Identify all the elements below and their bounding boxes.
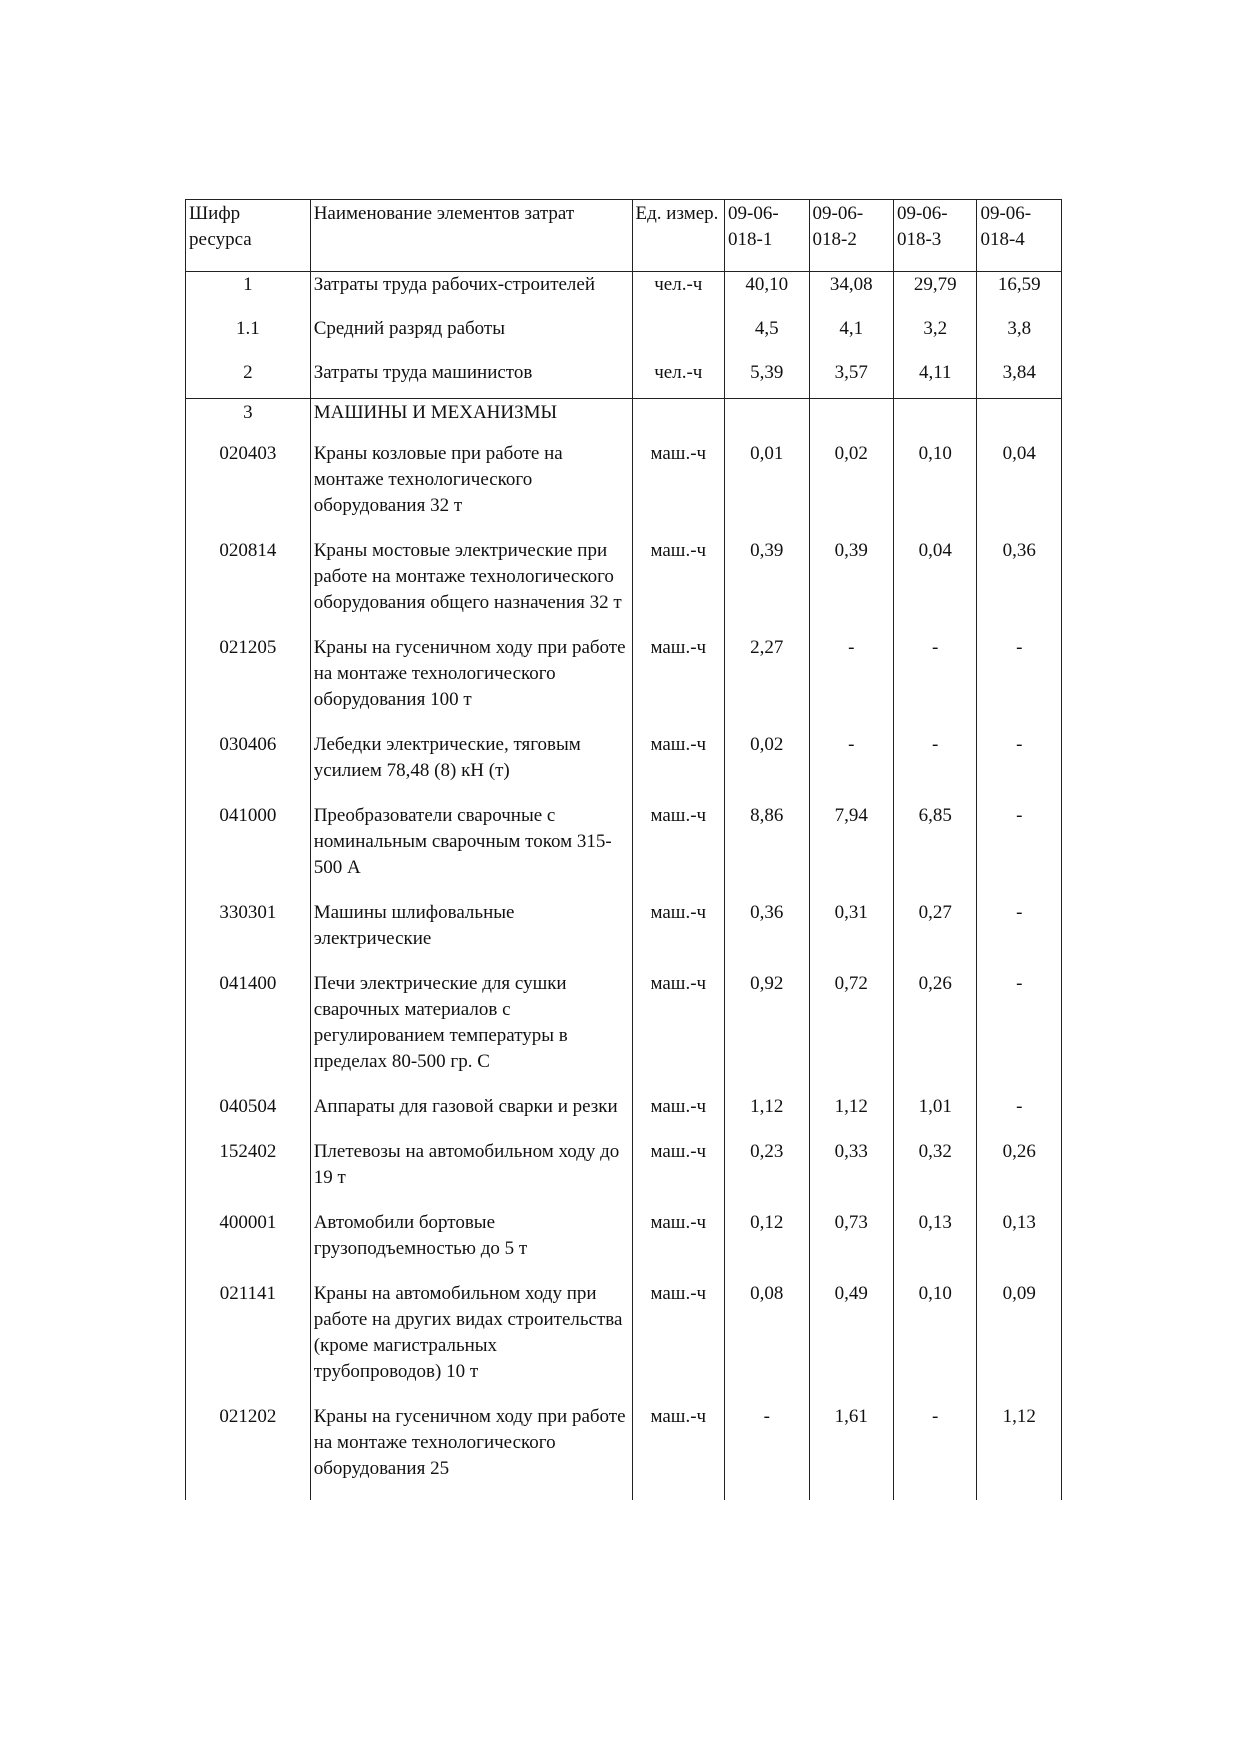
row-code: 021202	[186, 1403, 311, 1500]
row-name: Аппараты для газовой сварки и резки	[310, 1093, 632, 1138]
row-value-1: 1,12	[725, 1093, 809, 1138]
table-row	[186, 1280, 1062, 1403]
row-name: Краны мостовые электрические при работе на монтаже технологического оборудования общего назначения 32 т	[310, 537, 632, 634]
row-value-4: -	[977, 802, 1062, 899]
row-value-2: 0,73	[809, 1209, 893, 1280]
row-value-3: -	[893, 731, 976, 802]
row-name: Краны козловые при работе на монтаже технологического оборудования 32 т	[310, 440, 632, 537]
row-name: Затраты труда рабочих-строителей	[310, 272, 632, 316]
header-col-4: 09-06-018-4	[977, 200, 1062, 272]
row-value-1: 0,01	[725, 440, 809, 537]
row-value-4: 16,59	[977, 272, 1062, 316]
row-name: Средний разряд работы	[310, 315, 632, 359]
section-title: МАШИНЫ И МЕХАНИЗМЫ	[310, 399, 632, 441]
table-row	[186, 315, 1062, 359]
row-value-2: 0,33	[809, 1138, 893, 1209]
row-value-1: -	[725, 1403, 809, 1500]
row-unit: маш.-ч	[632, 537, 725, 634]
row-value-1: 0,02	[725, 731, 809, 802]
row-name: Машины шлифовальные электрические	[310, 899, 632, 970]
row-value-4: -	[977, 1093, 1062, 1138]
row-value-4: 0,13	[977, 1209, 1062, 1280]
row-value-3: -	[893, 634, 976, 731]
row-value-2: 0,72	[809, 970, 893, 1093]
row-value-2: 1,61	[809, 1403, 893, 1500]
row-code: 041000	[186, 802, 311, 899]
table-row	[186, 1093, 1062, 1138]
header-name: Наименование элементов затрат	[310, 200, 632, 272]
machines-block	[186, 399, 1062, 1501]
row-code: 1.1	[186, 315, 311, 359]
row-value-1: 5,39	[725, 359, 809, 399]
row-unit: маш.-ч	[632, 1093, 725, 1138]
row-value-1: 0,36	[725, 899, 809, 970]
row-unit: чел.-ч	[632, 272, 725, 316]
row-code: 400001	[186, 1209, 311, 1280]
table-row	[186, 970, 1062, 1093]
row-name: Автомобили бортовые грузоподъемностью до 5 т	[310, 1209, 632, 1280]
row-value-1: 4,5	[725, 315, 809, 359]
row-value-1: 2,27	[725, 634, 809, 731]
row-value-3: 3,2	[893, 315, 976, 359]
row-value-3: 0,04	[893, 537, 976, 634]
table-row	[186, 731, 1062, 802]
row-value-1: 0,39	[725, 537, 809, 634]
table-row	[186, 899, 1062, 970]
table-row	[186, 440, 1062, 537]
row-value-2: 34,08	[809, 272, 893, 316]
row-value-3: 0,26	[893, 970, 976, 1093]
row-code: 020814	[186, 537, 311, 634]
row-value-4: -	[977, 634, 1062, 731]
row-value-2: 0,31	[809, 899, 893, 970]
row-value-4: -	[977, 970, 1062, 1093]
table-row	[186, 634, 1062, 731]
row-code: 152402	[186, 1138, 311, 1209]
header-unit: Ед. измер.	[632, 200, 725, 272]
row-name: Краны на гусеничном ходу при работе на монтаже технологического оборудования 25	[310, 1403, 632, 1500]
row-unit: маш.-ч	[632, 970, 725, 1093]
row-code: 021141	[186, 1280, 311, 1403]
row-value-4: 0,26	[977, 1138, 1062, 1209]
row-name: Плетевозы на автомобильном ходу до 19 т	[310, 1138, 632, 1209]
row-value-1: 0,08	[725, 1280, 809, 1403]
row-unit: чел.-ч	[632, 359, 725, 399]
row-unit: маш.-ч	[632, 899, 725, 970]
table-row	[186, 802, 1062, 899]
row-code: 330301	[186, 899, 311, 970]
row-code: 040504	[186, 1093, 311, 1138]
row-value-4: 3,84	[977, 359, 1062, 399]
table-row	[186, 1403, 1062, 1500]
row-unit: маш.-ч	[632, 1138, 725, 1209]
row-value-3: 4,11	[893, 359, 976, 399]
row-unit: маш.-ч	[632, 440, 725, 537]
table-header	[186, 200, 1062, 272]
row-value-1: 0,23	[725, 1138, 809, 1209]
row-value-2: 1,12	[809, 1093, 893, 1138]
row-value-4: 1,12	[977, 1403, 1062, 1500]
row-unit	[632, 315, 725, 359]
row-value-1: 0,12	[725, 1209, 809, 1280]
table-row	[186, 359, 1062, 399]
row-value-1: 40,10	[725, 272, 809, 316]
row-unit: маш.-ч	[632, 1280, 725, 1403]
row-value-4: -	[977, 899, 1062, 970]
row-value-3: 1,01	[893, 1093, 976, 1138]
table-row	[186, 1138, 1062, 1209]
row-value-3: 0,32	[893, 1138, 976, 1209]
row-value-2: 4,1	[809, 315, 893, 359]
row-name: Затраты труда машинистов	[310, 359, 632, 399]
row-name: Краны на гусеничном ходу при работе на монтаже технологического оборудования 100 т	[310, 634, 632, 731]
header-row	[186, 200, 1062, 272]
row-value-4: 0,36	[977, 537, 1062, 634]
row-name: Краны на автомобильном ходу при работе на других видах строительства (кроме магистральных трубопроводов) 10 т	[310, 1280, 632, 1403]
header-code: Шифр ресурса	[186, 200, 311, 272]
row-value-3: 0,10	[893, 1280, 976, 1403]
section-code: 3	[186, 399, 311, 441]
row-name: Лебедки электрические, тяговым усилием 78,48 (8) кН (т)	[310, 731, 632, 802]
row-value-2: 0,02	[809, 440, 893, 537]
row-value-2: -	[809, 634, 893, 731]
row-value-3: -	[893, 1403, 976, 1500]
row-value-1: 8,86	[725, 802, 809, 899]
row-code: 041400	[186, 970, 311, 1093]
row-unit: маш.-ч	[632, 1403, 725, 1500]
row-value-4: 0,09	[977, 1280, 1062, 1403]
row-value-2: -	[809, 731, 893, 802]
row-value-2: 3,57	[809, 359, 893, 399]
row-code: 030406	[186, 731, 311, 802]
row-value-4: -	[977, 731, 1062, 802]
row-value-4: 0,04	[977, 440, 1062, 537]
table-row	[186, 537, 1062, 634]
row-name: Преобразователи сварочные с номинальным сварочным током 315-500 А	[310, 802, 632, 899]
row-unit: маш.-ч	[632, 731, 725, 802]
header-col-2: 09-06-018-2	[809, 200, 893, 272]
labor-block	[186, 272, 1062, 399]
row-unit: маш.-ч	[632, 634, 725, 731]
row-value-3: 0,13	[893, 1209, 976, 1280]
row-value-3: 6,85	[893, 802, 976, 899]
row-name: Печи электрические для сушки сварочных материалов с регулированием температуры в пределах 80-500 гр. С	[310, 970, 632, 1093]
row-code: 020403	[186, 440, 311, 537]
table-row	[186, 272, 1062, 316]
row-value-2: 7,94	[809, 802, 893, 899]
section-row	[186, 399, 1062, 441]
row-value-2: 0,49	[809, 1280, 893, 1403]
row-value-3: 0,10	[893, 440, 976, 537]
row-value-4: 3,8	[977, 315, 1062, 359]
row-value-2: 0,39	[809, 537, 893, 634]
header-col-1: 09-06-018-1	[725, 200, 809, 272]
row-code: 021205	[186, 634, 311, 731]
row-value-3: 0,27	[893, 899, 976, 970]
row-value-3: 29,79	[893, 272, 976, 316]
row-unit: маш.-ч	[632, 802, 725, 899]
resource-cost-table	[185, 199, 1062, 1500]
table-row	[186, 1209, 1062, 1280]
row-value-1: 0,92	[725, 970, 809, 1093]
row-unit: маш.-ч	[632, 1209, 725, 1280]
row-code: 1	[186, 272, 311, 316]
header-col-3: 09-06-018-3	[893, 200, 976, 272]
row-code: 2	[186, 359, 311, 399]
